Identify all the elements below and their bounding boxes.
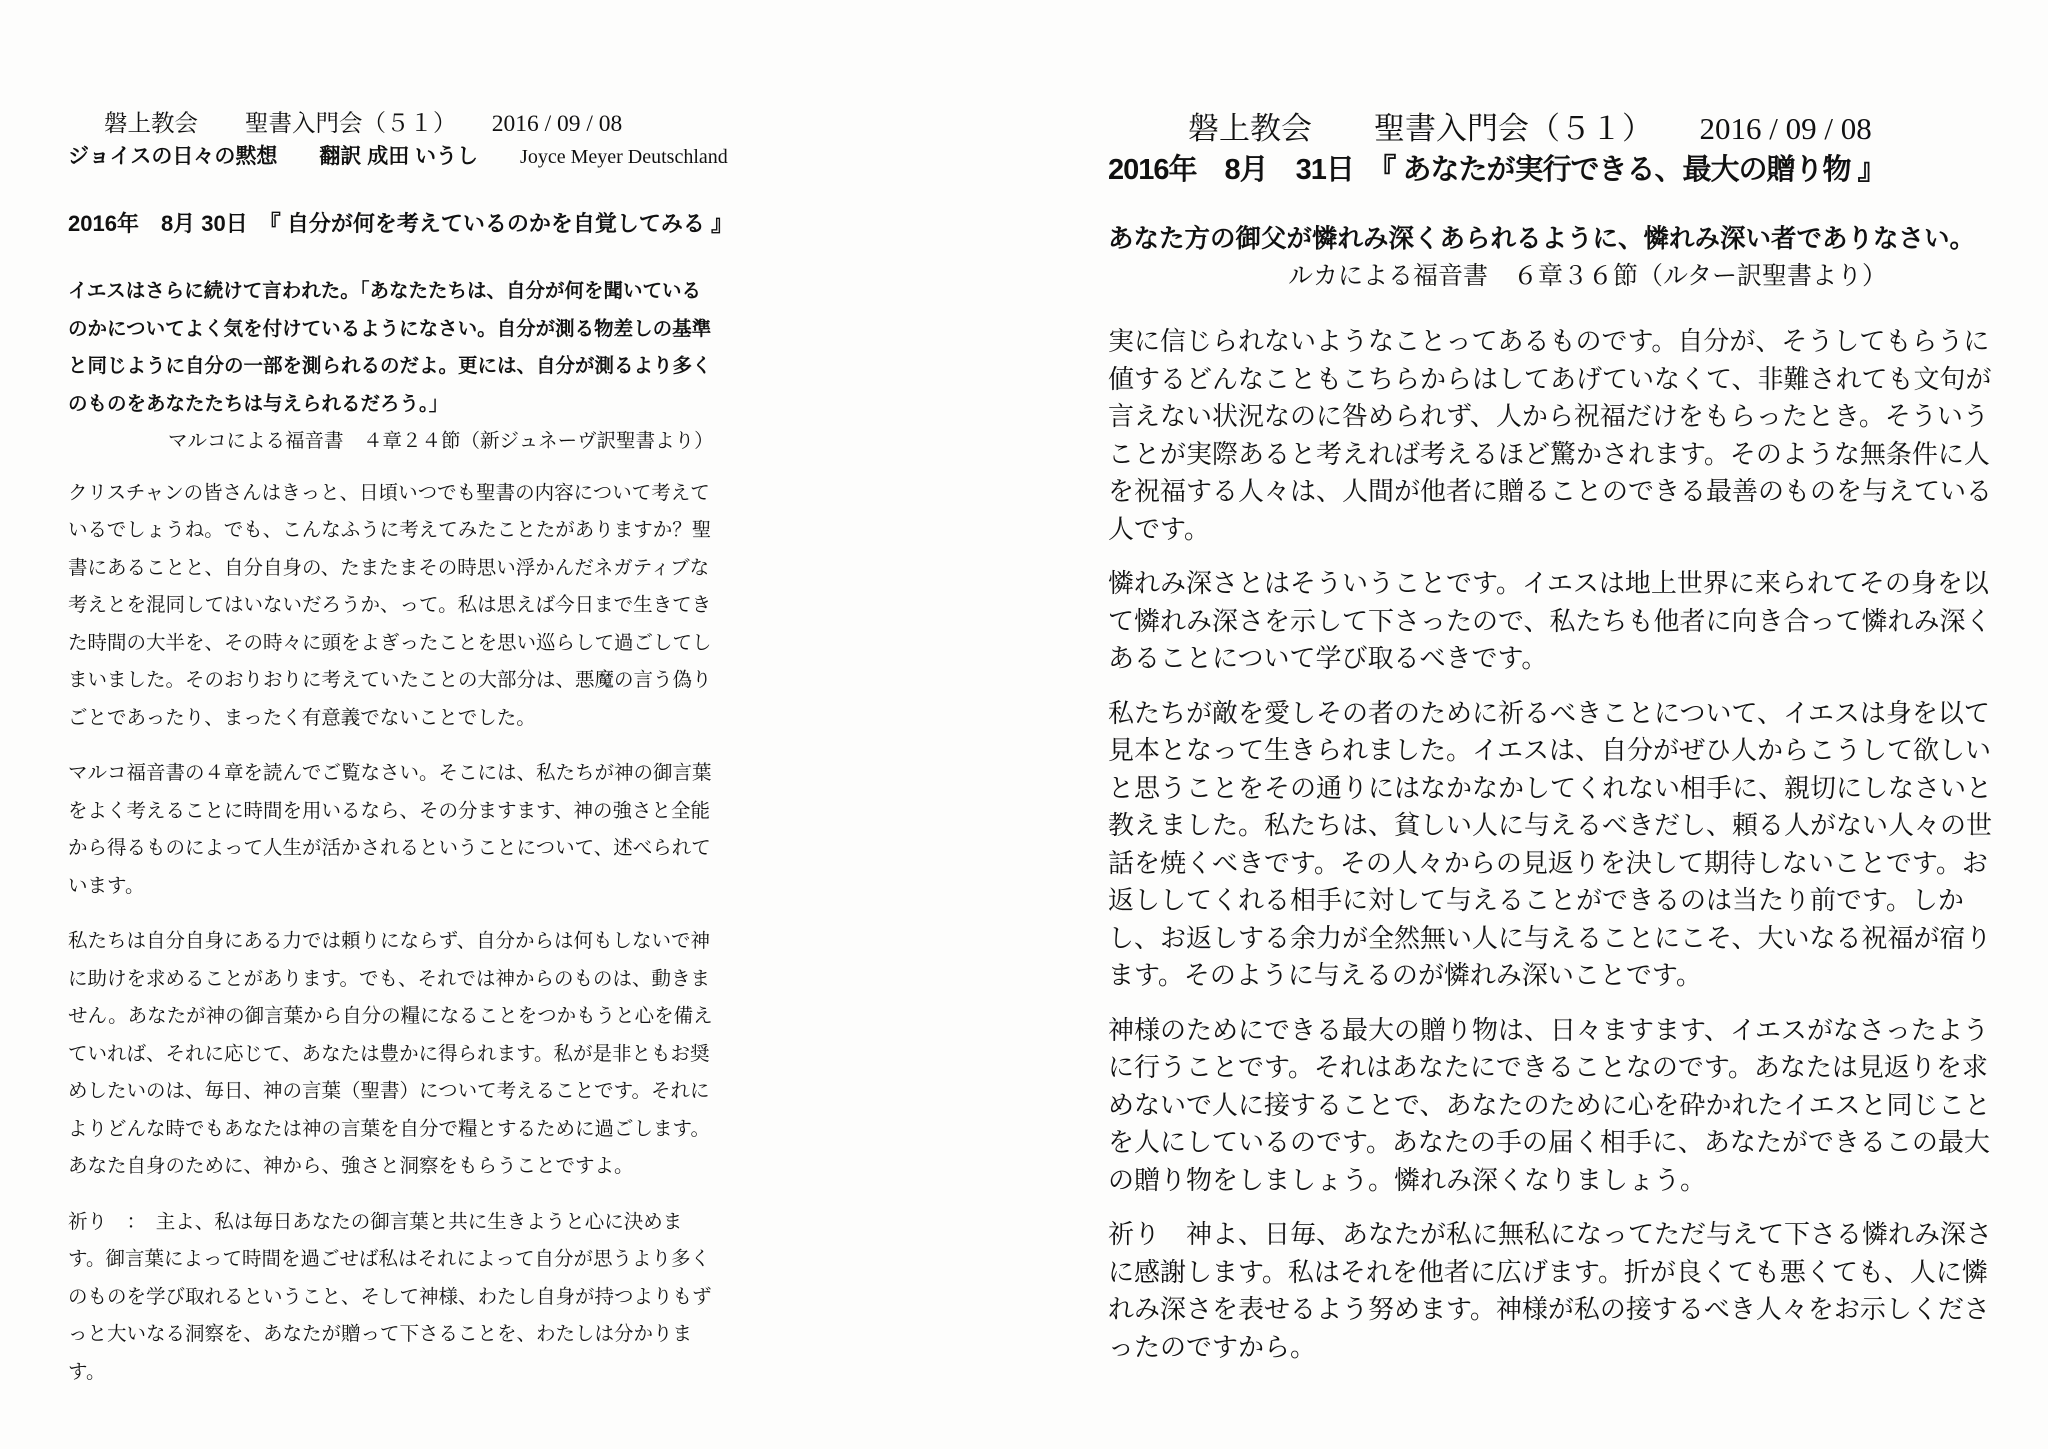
devotional-series-line — [68, 140, 728, 173]
series-label: ジョイスの日々の黙想 翻訳 成田 いうし — [68, 145, 479, 168]
body-paragraph: 私たちは自分自身にある力では頼りにならず、自分からは何もしないで神に助けを求めることがあります。でも、それでは神からのものは、動きません。あなたが神の御言葉から自分の糧になることをつかもうと心を備えていれば、それに応じて、あなたは豊かに得られます。私が是非ともお奨めしたいのは、毎日、神の言葉（聖書）について考えることです。それによりどんな時でもあなたは神の言葉を自分で糧とするために過ごします。あなた自身のために、神から、強さと洞察をもらうことですよ。 — [68, 931, 713, 1177]
scripture-quote: イエスはさらに続けて言われた。「あなたたちは、自分が何を聞いているのかについてよく気を付けているようになさい。自分が測る物差しの基準と同じように自分の一部を測られるのだよ。更には、自分が測るより多くのものをあなたたちは与えられるだろう。」 — [68, 281, 712, 415]
scripture-verse: あなた方の御父が憐れみ深くあられるように、憐れみ深い者でありなさい。 — [1108, 224, 1976, 253]
body-paragraph: マルコ福音書の４章を読んでご覧なさい。そこには、私たちが神の御言葉をよく考えることに時間を用いるなら、その分ますます、神の強さと全能から得るものによって人生が活かされるということについて、述べられています。 — [68, 763, 712, 897]
scripture-citation: マルコによる福音書 ４章２４節（新ジュネーヴ訳聖書より） — [168, 431, 714, 452]
entry-title: 2016年 8月 30日 『 自分が何を考えているのかを自覚してみる 』 — [68, 211, 733, 236]
body-paragraph: 憐れみ深さとはそういうことです。イエスは地上世界に来られてその身を以て憐れみ深さを示して下さったので、私たちも他者に向き合って憐れみ深くあることについて学び取るべきです。 — [1108, 569, 1992, 673]
body-paragraph: 私たちが敵を愛しその者のために祈るべきことについて、イエスは身を以て見本となって生きられました。イエスは、自分がぜひ人からこうして欲しいと思うことをその通りにはなかなかしてくれない相手に、親切にしなさいと教えました。私たちは、貧しい人に与えるべきだし、頼る人がない人々の世話を焼くべきです。その人々からの見返りを決して期待しないことです。お返ししてくれる相手に対して与えることができるのは当たり前です。しかし、お返しする余力が全然無い人に与えることにこそ、大いなる祝福が宿ります。そのように与えるのが憐れみ深いことです。 — [1108, 698, 1993, 990]
body-paragraph: 実に信じられないようなことってあるものです。自分が、そうしてもらうに値するどんなこともこちらからはしてあげていなくて、非難されても文句が言えない状況なのに咎められず、人から祝福だけをもらったとき。そういうことが実際あると考えれば考えるほど驚かされます。そのような無条件に人を祝福する人々は、人間が他者に贈ることのできる最善のものを与えている人です。 — [1108, 327, 1993, 544]
body-paragraph: クリスチャンの皆さんはきっと、日頃いつでも聖書の内容について考えているでしょうね。でも、こんなふうに考えてみたことたがありますか？聖書にあることと、自分自身の、たまたまその時思い浮かんだネガティブな考えとを混同してはいないだろうか、って。私は思えば今日まで生きてきた時間の大半を、その時々に頭をよぎったことを思い巡らして過ごしてしまいました。そのおりおりに考えていたことの大部分は、悪魔の言う偽りごとであったり、まったく有意義でないことでした。 — [68, 482, 712, 729]
source-attribution: Joyce Meyer Deutschland — [520, 146, 728, 168]
page-left — [68, 108, 733, 1409]
spacer — [478, 144, 520, 168]
prayer-paragraph: 祈り 神よ、日毎、あなたが私に無私になってただ与えて下さる憐れみ深さに感謝します。私はそれを他者に広げます。折が良くても悪くても、人に憐れみ深さを表せるよう努めます。神様が私の接するべき人々をお示しくださったのですから。 — [1108, 1220, 1993, 1362]
scripture-citation: ルカによる福音書 ６章３６節（ルター訳聖書より） — [1288, 262, 1888, 290]
page-header-title: 磐上教会 聖書入門会（５１） 2016 / 09 / 08 — [104, 111, 623, 137]
page-header-title: 磐上教会 聖書入門会（５１） 2016 / 09 / 08 — [1188, 111, 1872, 146]
prayer-paragraph: 祈り ： 主よ、私は毎日あなたの御言葉と共に生きようと心に決めます。御言葉によって時間を過ごせば私はそれによって自分が思うより多くのものを学び取れるということ、そして神様、わたし自身が持つよりもずっと大いなる洞察を、あなたが贈って下さることを、わたしは分かります。 — [68, 1211, 712, 1383]
body-paragraph: 神様のためにできる最大の贈り物は、日々ますます、イエスがなさったように行うことです。それはあなたにできることなのです。あなたは見返りを求めないで人に接することで、あなたのために心を砕かれたイエスと同じことを人にしているのです。あなたの手の届く相手に、あなたができるこの最大の贈り物をしましょう。憐れみ深くなりましょう。 — [1108, 1015, 1991, 1195]
entry-title: 2016年 8月 31日 『 あなたが実行できる、最大の贈り物 』 — [1108, 154, 1886, 186]
page-right — [1108, 108, 1992, 1383]
